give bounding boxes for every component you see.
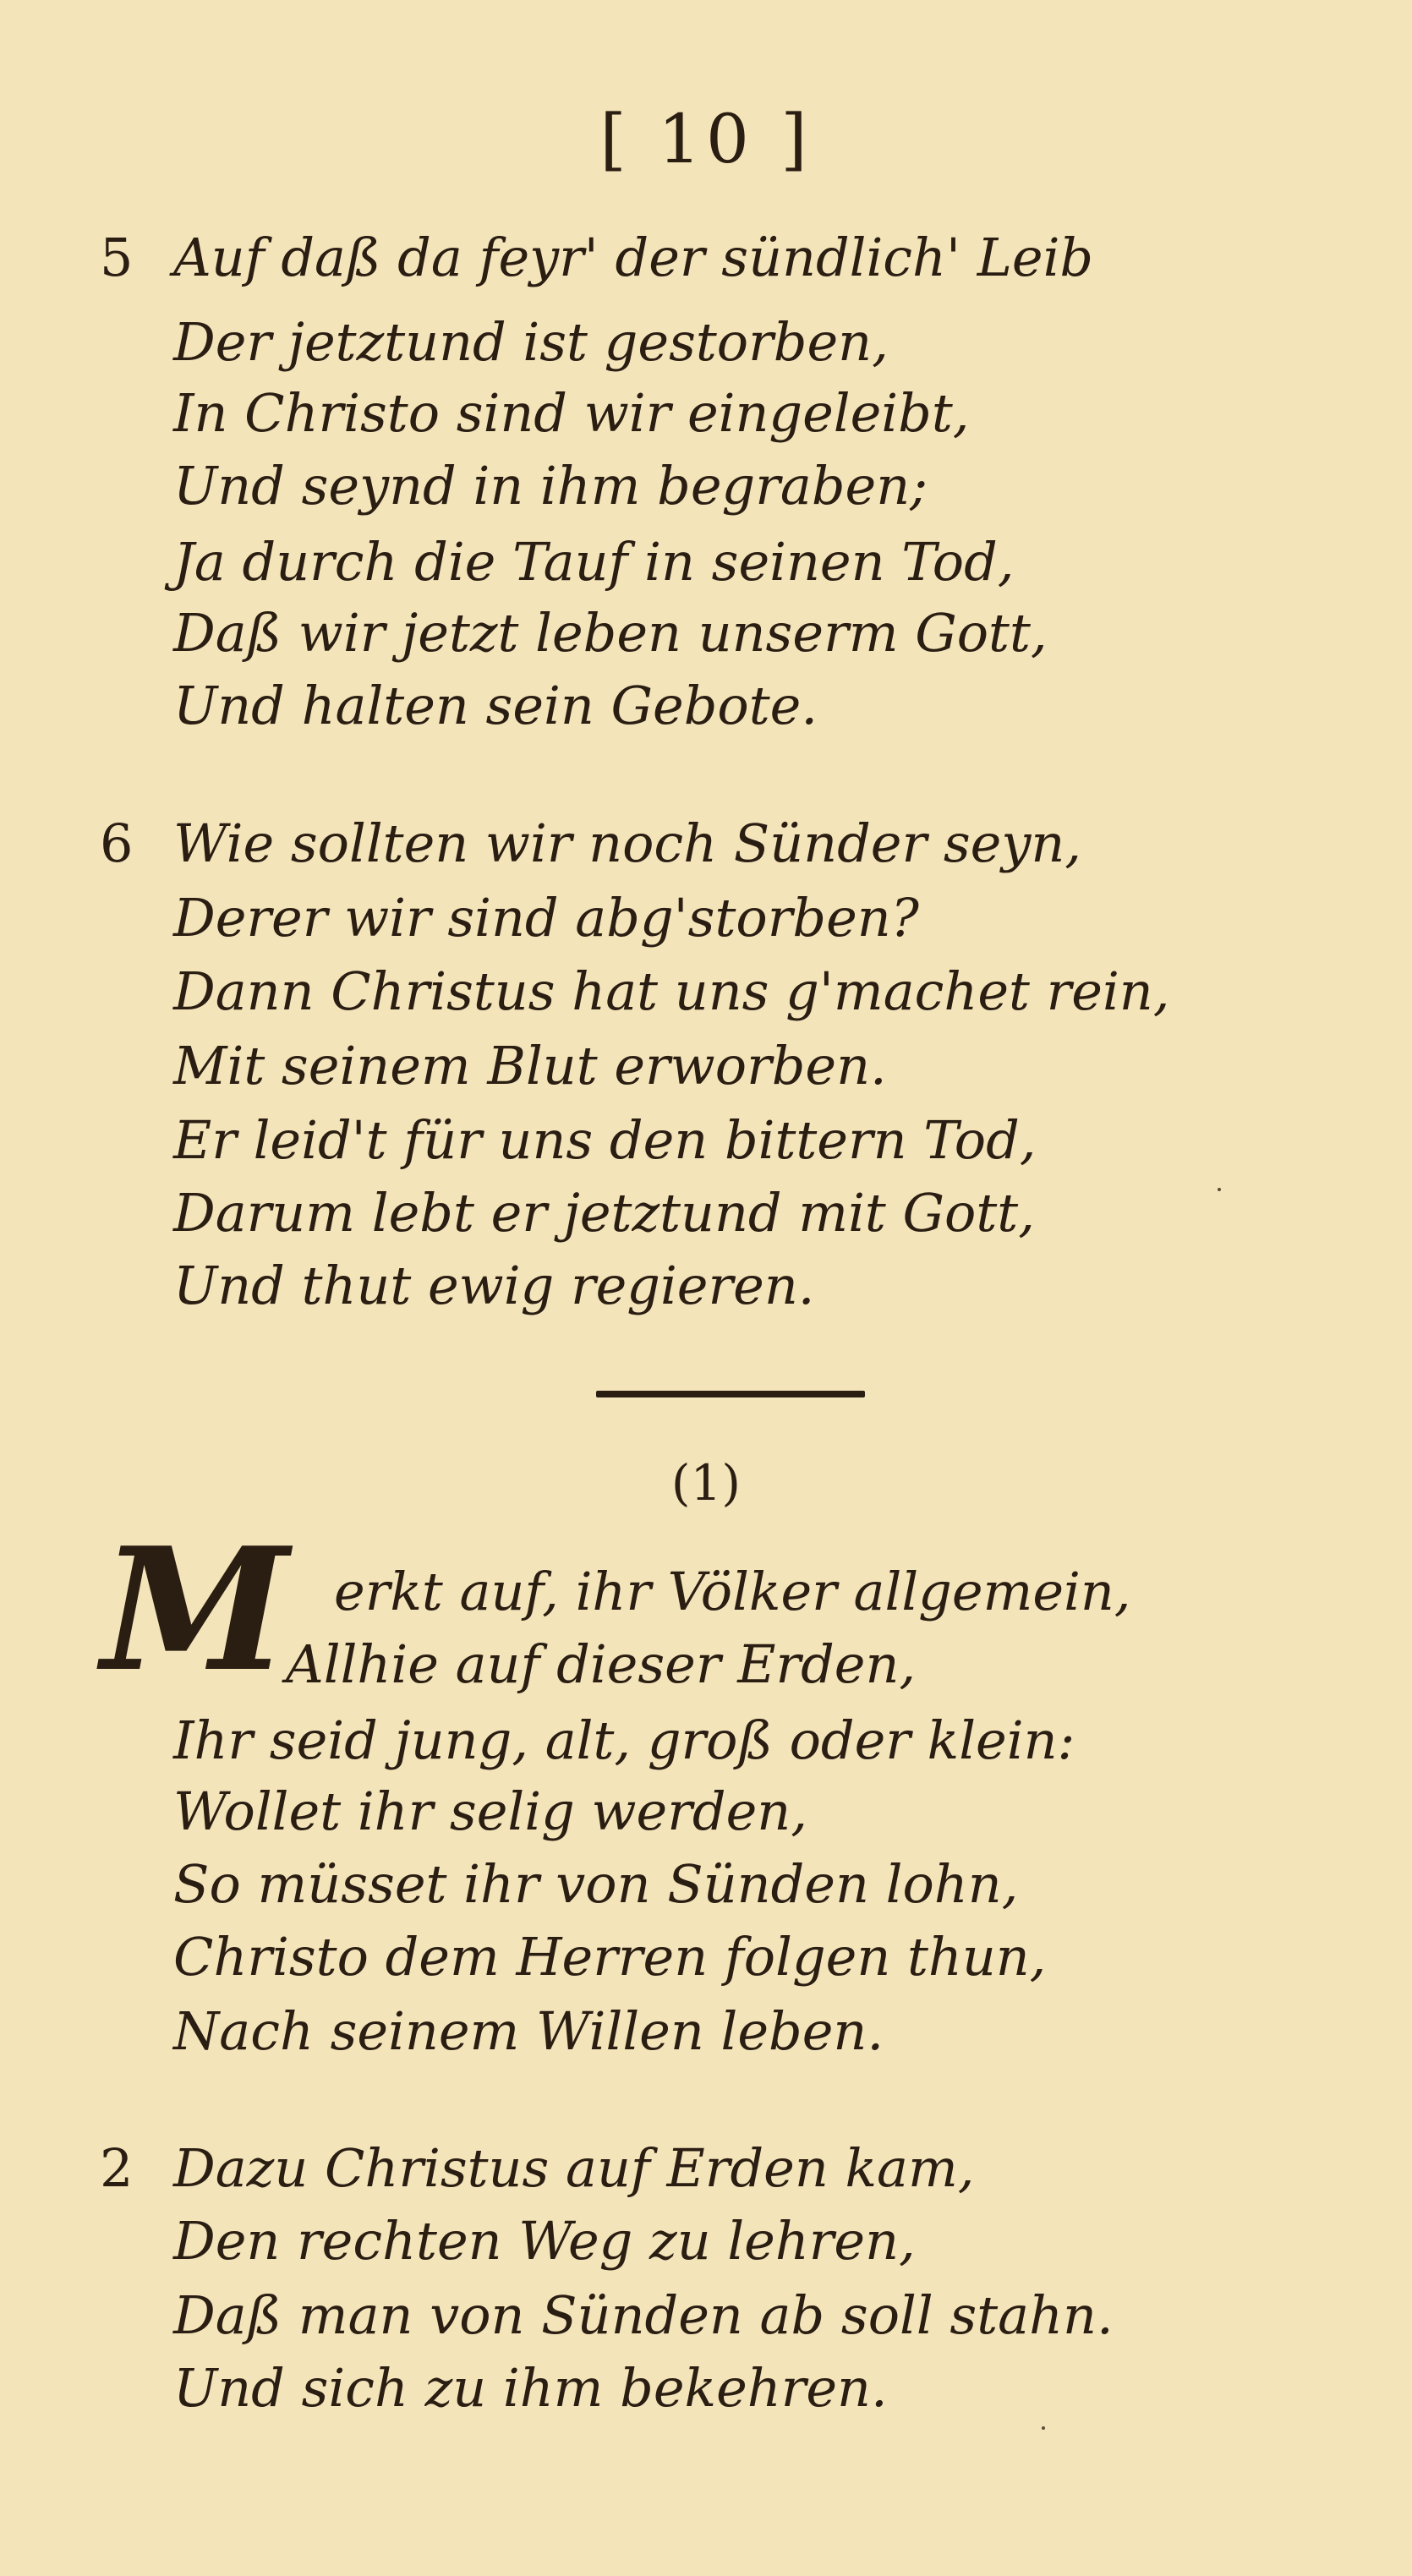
paper-speck bbox=[1042, 2426, 1045, 2430]
verse-line: So müsset ihr von Sünden lohn, bbox=[173, 1853, 1019, 1915]
verse-line: Derer wir sind abg'storben? bbox=[173, 887, 919, 949]
verse-line: Und seynd in ihm begraben; bbox=[173, 455, 928, 517]
verse-line: erkt auf, ihr Völker allgemein, bbox=[334, 1561, 1131, 1622]
verse-line: Wollet ihr selig werden, bbox=[173, 1780, 807, 1842]
verse-number: 2 bbox=[100, 2137, 134, 2199]
verse-number: 5 bbox=[100, 227, 134, 288]
hymn-number: (1) bbox=[670, 1454, 742, 1512]
verse-line: Dazu Christus auf Erden kam, bbox=[173, 2137, 975, 2199]
verse-line: Allhie auf dieser Erden, bbox=[286, 1633, 917, 1695]
verse-line: Dann Christus hat uns g'machet rein, bbox=[173, 960, 1170, 1022]
verse-line: Christo dem Herren folgen thun, bbox=[173, 1926, 1047, 1988]
verse-line: Der jetztund ist gestorben, bbox=[173, 311, 889, 373]
drop-cap: M bbox=[101, 1511, 289, 1709]
verse-line: Ja durch die Tauf in seinen Tod, bbox=[173, 531, 1015, 593]
verse-line: Daß wir jetzt leben unserm Gott, bbox=[173, 602, 1048, 664]
verse-line: Er leid't für uns den bittern Tod, bbox=[173, 1109, 1037, 1171]
verse-line: Und sich zu ihm bekehren. bbox=[173, 2357, 888, 2419]
verse-line: Den rechten Weg zu lehren, bbox=[173, 2210, 916, 2272]
verse-line: Mit seinem Blut erworben. bbox=[173, 1035, 887, 1097]
verse-line: Nach seinem Willen leben. bbox=[173, 2000, 884, 2062]
verse-line: Und halten sein Gebote. bbox=[173, 675, 818, 736]
page-number: [ 10 ] bbox=[599, 100, 813, 178]
section-divider bbox=[596, 1391, 865, 1397]
verse-line: Und thut ewig regieren. bbox=[173, 1255, 815, 1316]
verse-line: Wie sollten wir noch Sünder seyn, bbox=[173, 812, 1082, 874]
verse-line: Darum lebt er jetztund mit Gott, bbox=[173, 1182, 1035, 1244]
verse-line: Daß man von Sünden ab soll stahn. bbox=[173, 2284, 1114, 2346]
verse-line: Ihr seid jung, alt, groß oder klein: bbox=[173, 1709, 1075, 1771]
verse-line: Auf daß da feyr' der sündlich' Leib bbox=[173, 227, 1094, 288]
paper-speck bbox=[1218, 1188, 1221, 1191]
verse-line: In Christo sind wir eingeleibt, bbox=[173, 382, 970, 444]
verse-number: 6 bbox=[100, 812, 134, 874]
